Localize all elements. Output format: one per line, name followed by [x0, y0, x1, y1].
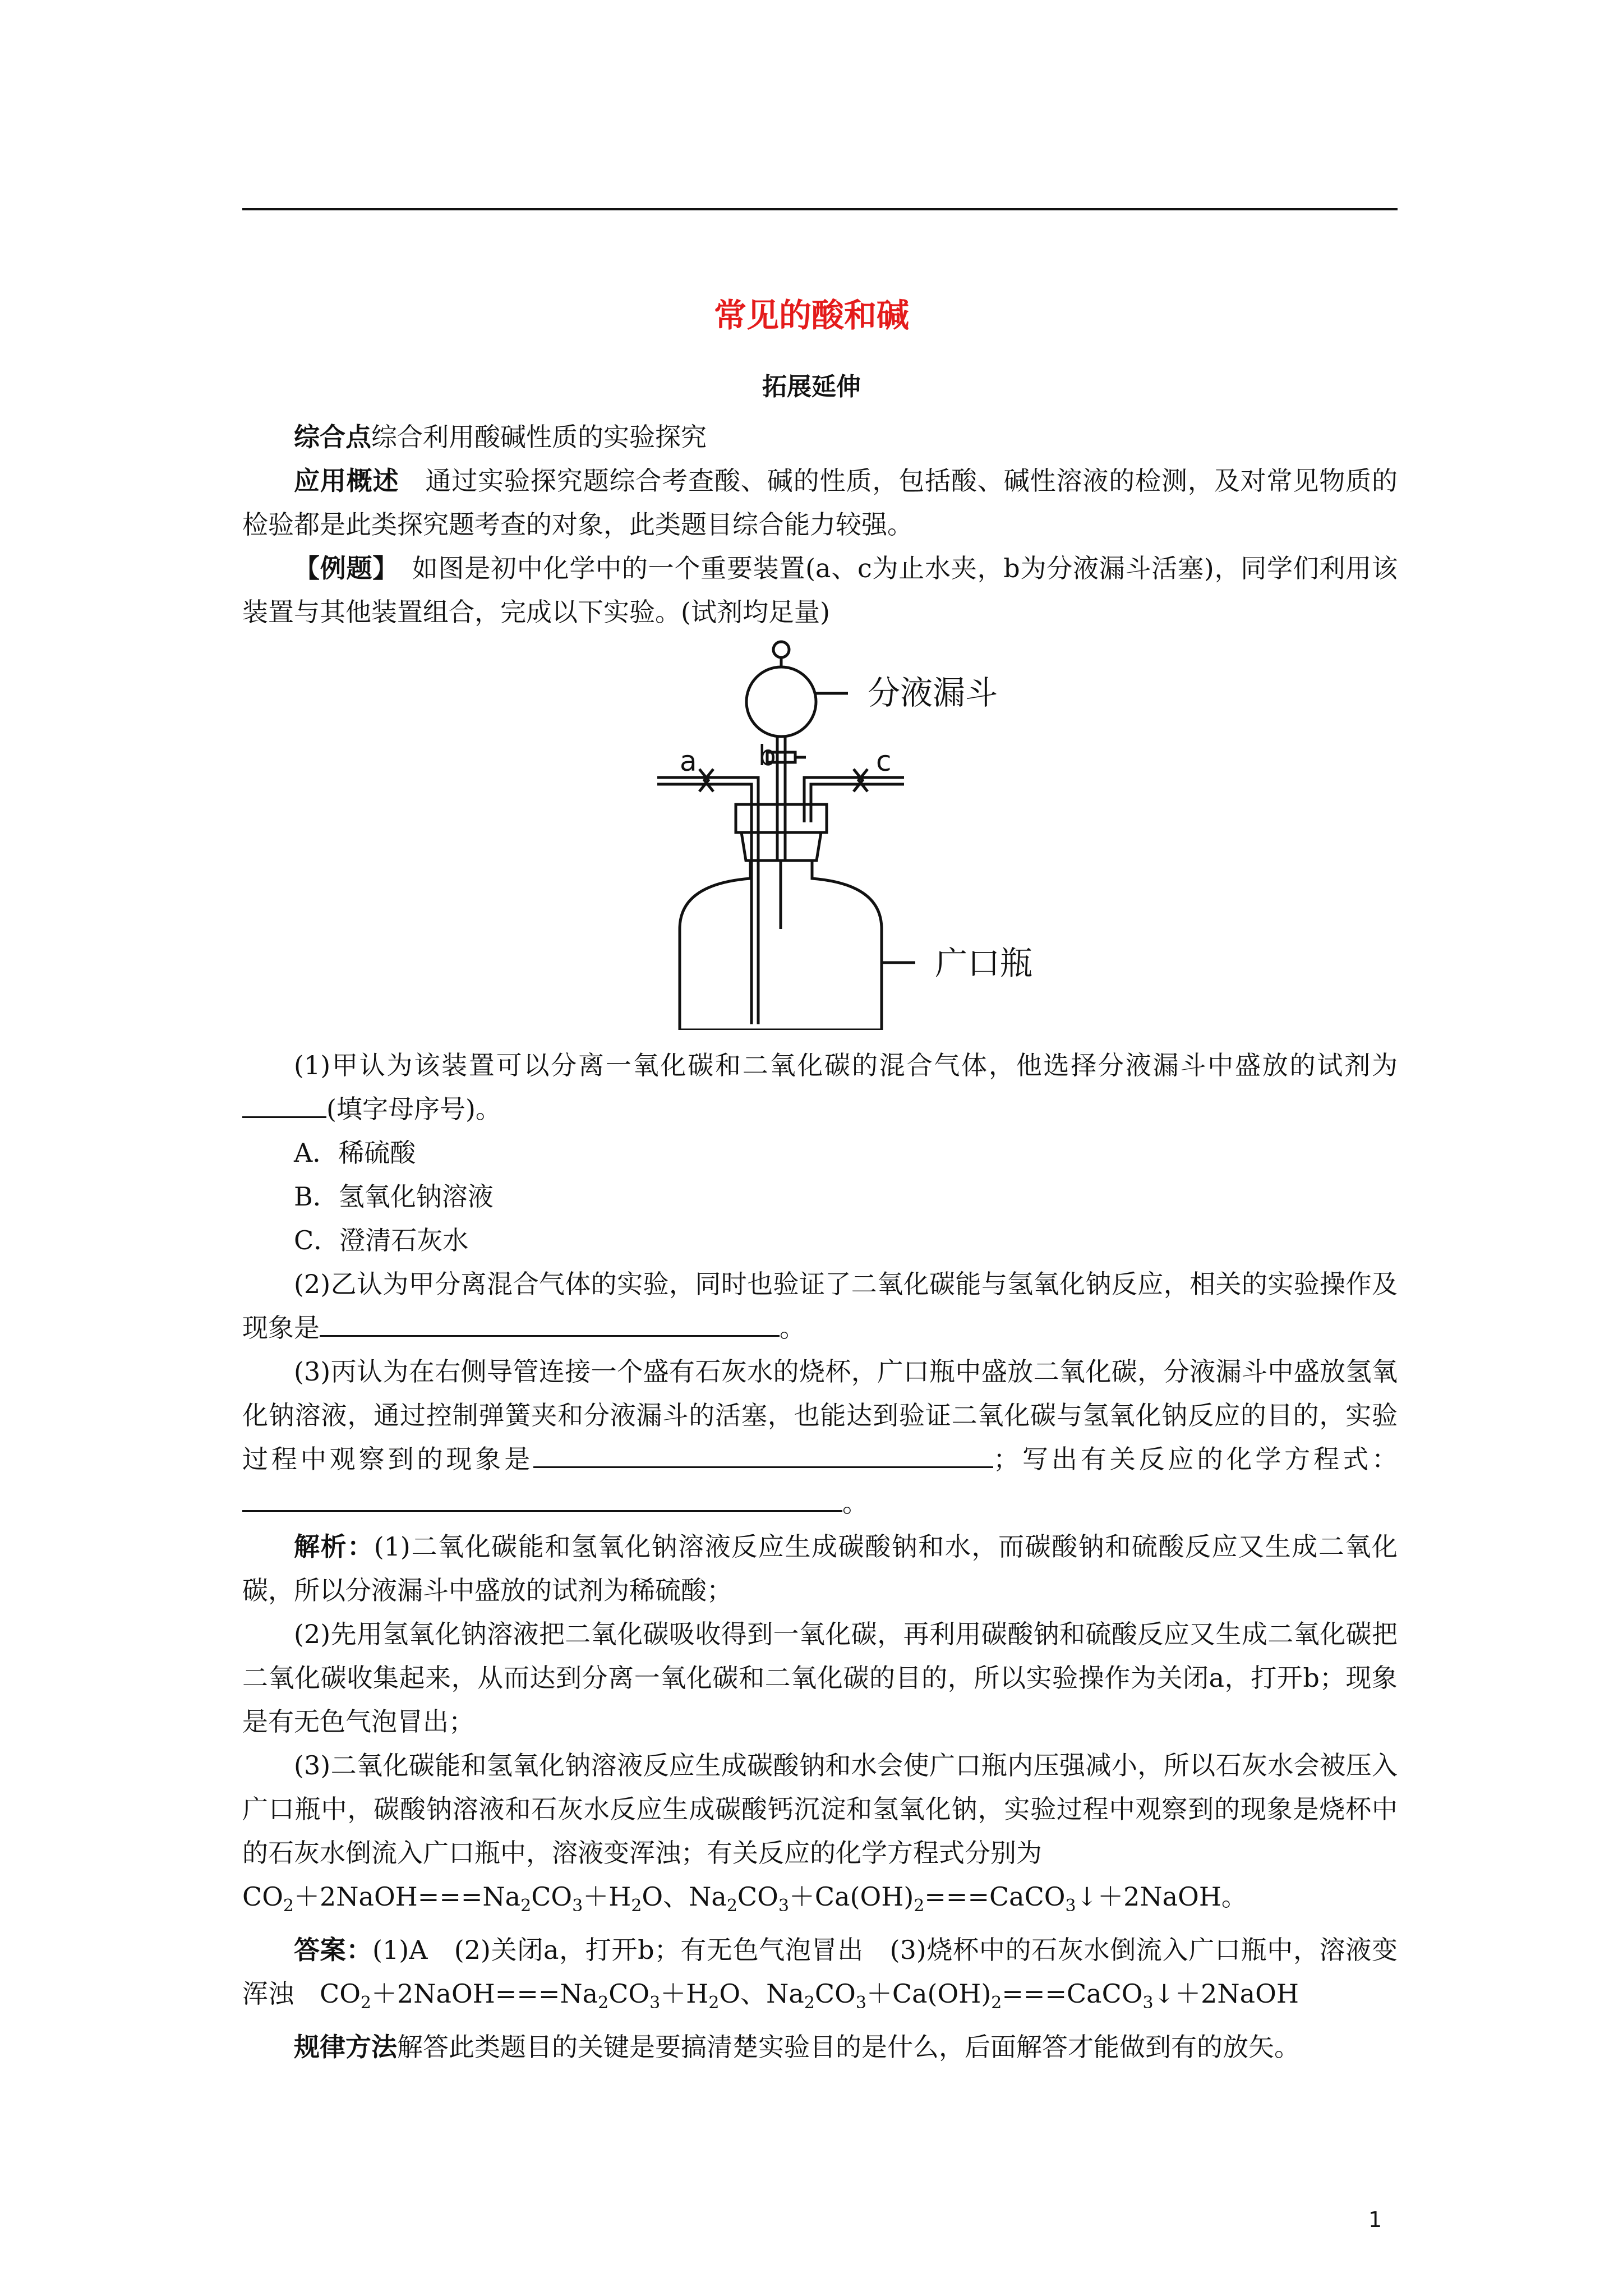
q2-text: (2)乙认为甲分离混合气体的实验，同时也验证了二氧化碳能与氢氧化钠反应，相关的实验操作及现象是 [242, 1269, 1398, 1343]
stopcock-b-label: b [758, 739, 776, 772]
q3-text: (3)丙认为在右侧导管连接一个盛有石灰水的烧杯，广口瓶中盛放二氧化碳，分液漏斗中盛放氢氧化钠溶液，通过控制弹簧夹和分液漏斗的活塞，也能达到验证二氧化碳与氢氧化钠反应的目的，实验过程中观察到的现象是 [242, 1356, 1398, 1474]
daan-equation: $CO_2+2NaOH===Na_2CO_3+H_2O$、$Na_2CO_3+Ca(OH)_2===CaCO_3↓+2NaOH$ [320, 1978, 1299, 2013]
daan-text: (1)A (2)关闭a，打开b；有无色气泡冒出 (3)烧杯中的石灰水倒流入广口瓶中，溶液变浑浊 [242, 1935, 1398, 2009]
yingyong-paragraph [242, 459, 1398, 546]
guilv-label: 规律方法 [294, 2032, 397, 2063]
jiexi-paragraph-2: (2)先用氢氧化钠溶液把二氧化碳吸收得到一氧化碳，再利用碳酸钠和硫酸反应又生成二氧化碳把二氧化碳收集起来，从而达到分离一氧化碳和二氧化碳的目的，所以实验操作为关闭a，打开b；现象是有无色气泡冒出； [242, 1619, 1398, 1737]
page-number: 1 [1368, 2207, 1382, 2232]
q3-mid: ；写出有关反应的化学方程式： [993, 1444, 1398, 1474]
option-a: A．稀硫酸 [294, 1138, 416, 1168]
q1-after: (填字母序号)。 [326, 1094, 501, 1124]
jiexi-paragraph-3 [242, 1743, 1398, 1875]
question-3 [242, 1350, 1398, 1525]
clamp-a-label: a [680, 745, 697, 777]
answer-blank-4[interactable] [242, 1484, 842, 1512]
guilv-paragraph [242, 2025, 1398, 2069]
bottle-label: 广口瓶 [935, 944, 1033, 982]
q2-after: 。 [780, 1313, 805, 1343]
yingyong-label: 应用概述 [294, 466, 399, 496]
q1-text: (1)甲认为该装置可以分离一氧化碳和二氧化碳的混合气体，他选择分液漏斗中盛放的试剂为 [294, 1050, 1398, 1080]
answer-blank-2[interactable] [320, 1309, 780, 1337]
jiexi-label: 解析： [294, 1531, 374, 1562]
question-1 [242, 1043, 1398, 1131]
clamp-c-label: c [876, 745, 892, 777]
zonghedian-label: 综合点 [294, 422, 371, 452]
jiexi-paragraph-1 [242, 1525, 1398, 1612]
page-title: 常见的酸和碱 [713, 296, 909, 334]
question-2 [242, 1262, 1398, 1350]
option-c: C．澄清石灰水 [294, 1225, 469, 1255]
jiexi-text-3: (3)二氧化碳能和氢氧化钠溶液反应生成碳酸钠和水会使广口瓶内压强减小，所以石灰水会被压入广口瓶中，碳酸钠溶液和石灰水反应生成碳酸钙沉淀和氢氧化钠，实验过程中观察到的现象是烧杯中的石灰水倒流入广口瓶中，溶液变浑浊；有关反应的化学方程式分别为 [242, 1750, 1398, 1868]
q3-after: 。 [842, 1488, 868, 1518]
section-subtitle: 拓展延伸 [762, 372, 861, 401]
document-body [242, 415, 1398, 2069]
guilv-text: 解答此类题目的关键是要搞清楚实验目的是什么，后面解答才能做到有的放矢。 [397, 2032, 1300, 2063]
jiexi-text-1: (1)二氧化碳能和氢氧化钠溶液反应生成碳酸钠和水，而碳酸钠和硫酸反应又生成二氧化碳，所以分液漏斗中盛放的试剂为稀硫酸； [242, 1531, 1398, 1605]
header-rule [242, 208, 1398, 210]
answer-blank-1[interactable] [242, 1091, 326, 1118]
liti-text: 如图是初中化学中的一个重要装置(a、c为止水夹，b为分液漏斗活塞)，同学们利用该装置与其他装置组合，完成以下实验。(试剂均足量) [242, 553, 1398, 627]
zonghedian-paragraph [242, 415, 1398, 459]
funnel-label: 分液漏斗 [868, 674, 998, 712]
yingyong-text: 通过实验探究题综合考查酸、碱的性质，包括酸、碱性溶液的检测，及对常见物质的检验都是此类探究题考查的对象，此类题目综合能力较强。 [242, 466, 1398, 540]
liti-label: 【例题】 [294, 553, 386, 583]
equation-line: $CO_2+2NaOH===Na_2CO_3+H_2O$、$Na_2CO_3+Ca(OH)_2===CaCO_3↓+2NaOH$。 [242, 1881, 1247, 1916]
apparatus-figure [242, 637, 1398, 1030]
liti-paragraph [242, 546, 1398, 634]
daan-label: 答案： [294, 1935, 373, 1966]
daan-paragraph [242, 1928, 1398, 2025]
answer-blank-3[interactable] [533, 1441, 993, 1468]
zonghedian-text: 综合利用酸碱性质的实验探究 [371, 422, 707, 452]
option-b: B．氢氧化钠溶液 [294, 1181, 494, 1212]
